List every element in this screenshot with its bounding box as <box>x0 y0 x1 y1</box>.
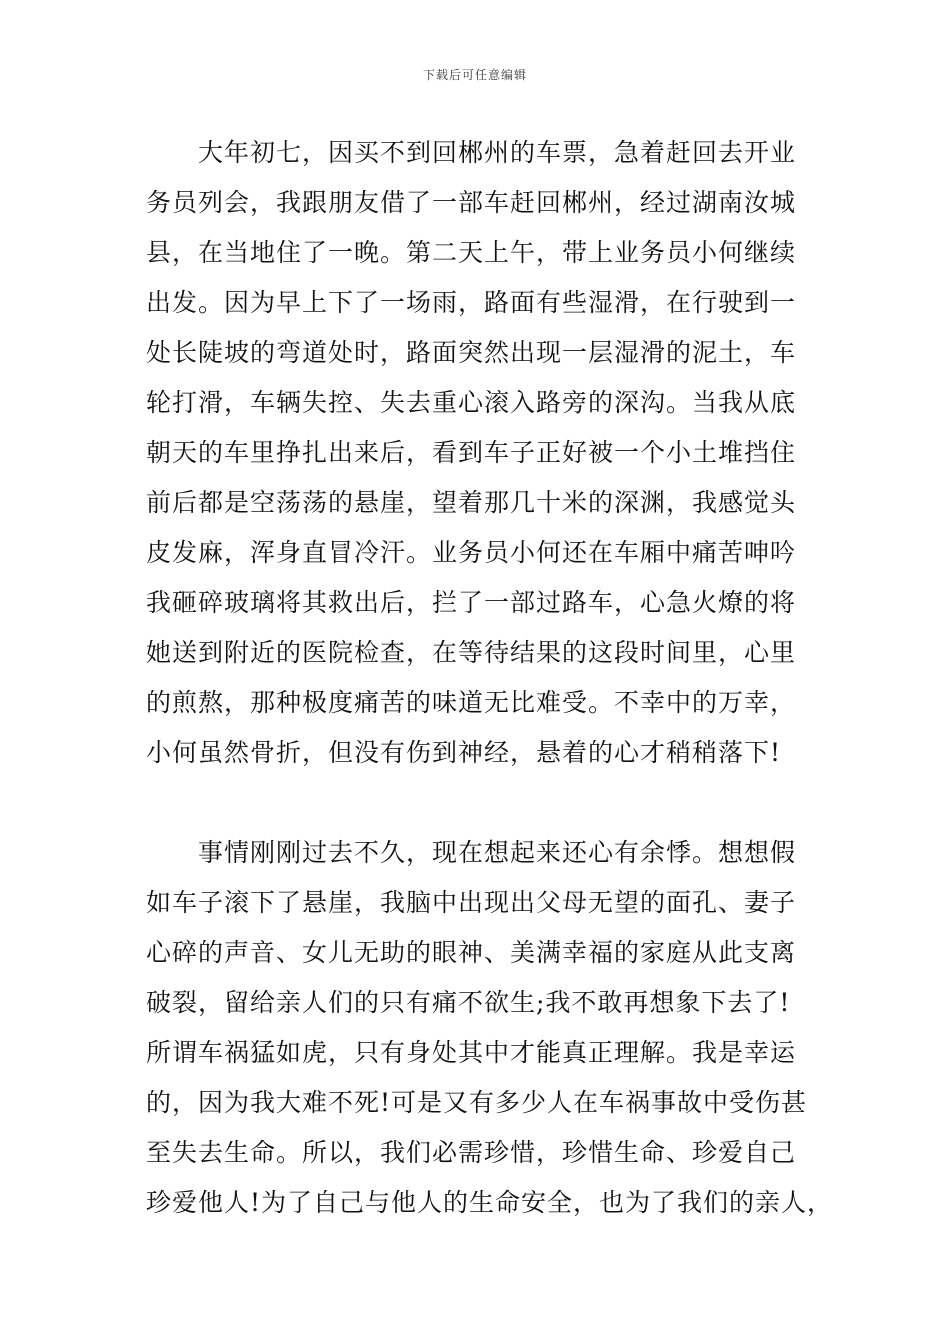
paragraph-line: 至失去生命。所以，我们必需珍惜，珍惜生命、珍爱自己 <box>146 1138 797 1167</box>
paragraph-line: 珍爱他人!为了自己与他人的生命安全，也为了我们的亲人， <box>146 1188 834 1217</box>
paragraph-line: 务员列会，我跟朋友借了一部车赶回郴州，经过湖南汝城 <box>146 188 797 217</box>
paragraph-line: 心碎的声音、女儿无助的眼神、美满幸福的家庭从此支离 <box>146 938 797 967</box>
paragraph-line: 处长陡坡的弯道处时，路面突然出现一层湿滑的泥土，车 <box>146 338 797 367</box>
paragraph-2 <box>146 828 834 1228</box>
page-header: 下载后可任意编辑 <box>422 68 527 82</box>
paragraph-line: 轮打滑，车辆失控、失去重心滚入路旁的深沟。当我从底 <box>146 388 797 417</box>
paragraph-spacer <box>146 778 810 828</box>
paragraph-line: 破裂，留给亲人们的只有痛不欲生;我不敢再想象下去了! <box>146 988 791 1017</box>
paragraph-line: 事情刚刚过去不久，现在想起来还心有余悸。想想假 <box>198 838 797 867</box>
paragraph-line: 出发。因为早上下了一场雨，路面有些湿滑，在行驶到一 <box>146 288 797 317</box>
paragraph-line: 的，因为我大难不死!可是又有多少人在车祸事故中受伤甚 <box>146 1088 808 1117</box>
paragraph-line: 小何虽然骨折，但没有伤到神经，悬着的心才稍稍落下! <box>146 738 782 767</box>
paragraph-1 <box>146 128 810 778</box>
paragraph-line: 她送到附近的医院检查，在等待结果的这段时间里，心里 <box>146 638 797 667</box>
paragraph-line: 如车子滚下了悬崖，我脑中出现出父母无望的面孔、妻子 <box>146 888 797 917</box>
paragraph-line: 的煎熬，那种极度痛苦的味道无比难受。不幸中的万幸， <box>146 688 797 717</box>
paragraph-line: 我砸碎玻璃将其救出后，拦了一部过路车，心急火燎的将 <box>146 588 797 617</box>
paragraph-line: 大年初七，因买不到回郴州的车票，急着赶回去开业 <box>198 138 797 167</box>
document-body <box>146 128 834 1228</box>
paragraph-line: 皮发麻，浑身直冒冷汗。业务员小何还在车厢中痛苦呻吟 <box>146 538 797 567</box>
paragraph-line: 前后都是空荡荡的悬崖，望着那几十米的深渊，我感觉头 <box>146 488 797 517</box>
paragraph-line: 所谓车祸猛如虎，只有身处其中才能真正理解。我是幸运 <box>146 1038 797 1067</box>
paragraph-line: 朝天的车里挣扎出来后，看到车子正好被一个小土堆挡住 <box>146 438 797 467</box>
paragraph-line: 县，在当地住了一晚。第二天上午，带上业务员小何继续 <box>146 238 797 267</box>
